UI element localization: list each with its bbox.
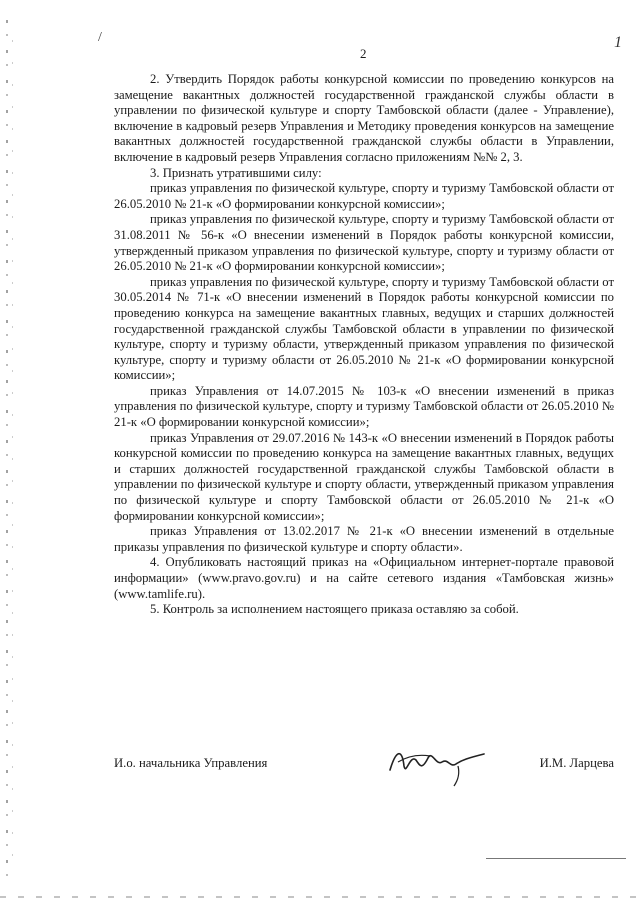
paragraph-item-3: 3. Признать утратившими силу: [150,165,322,180]
paragraph-item-4: 4. Опубликовать настоящий приказ на «Официальном интернет-портале правовой информации» (www.pravo.gov.ru) и на сайте сетевого издания «Тамбовская жизнь» (www.tamlife.ru). [114,555,614,601]
paragraph-item-2: 2. Утвердить Порядок работы конкурсной комиссии по проведению конкурсов на замещение вакантных должностей государственной гражданской службы области в управлении по физической культуре и спорту Тамбовской области (далее - Управление), включение в кадровый резерв Управления и Методику проведения конкурсов на замещение вакантных должностей государственной гражданской службы области в Управлении, включение в кадровый резерв Управления согласно приложениям №№ 2, 3. [114,72,614,164]
signatory-title: И.о. начальника Управления [114,756,268,770]
repealed-order: приказ управления по физической культуре, спорту и туризму Тамбовской области от 31.08.2011 № 56-к «О внесении изменений в Порядок работы конкурсной комиссии, утвержденный приказом управления по физической культуре, спорту и туризму области от 26.05.2010 № 21-к «О формировании конкурсной комиссии»; [114,212,614,274]
signatory-name: И.М. Ларцева [539,756,614,770]
document-body [114,72,614,618]
page-number: 2 [360,46,367,61]
scan-edge-artifact-inner [12,40,13,860]
scan-bottom-edge [0,896,640,898]
repealed-order: приказ Управления от 13.02.2017 № 21-к «О внесении изменений в отдельные приказы управления по физической культуре и спорту области». [114,524,614,554]
repealed-order: приказ Управления от 14.07.2015 № 103-к «О внесении изменений в приказ управления по физической культуре, спорту и туризму Тамбовской области от 26.05.2010 № 21-к «О формировании конкурсной комиссии»; [114,383,614,430]
corner-handwritten-number: 1 [614,34,622,51]
scan-line-artifact [486,858,626,859]
pen-mark: / [98,30,102,45]
repealed-order: приказ управления по физической культуре, спорту и туризму Тамбовской области от 26.05.2010 № 21-к «О формировании конкурсной комиссии»; [114,181,614,211]
repealed-order: приказ Управления от 29.07.2016 № 143-к «О внесении изменений в Порядок работы конкурсной комиссии по проведению конкурса на замещение вакантных главных, ведущих и старших должностей государственной гражданской службы Тамбовской области в управлении по физической культуре и спорту области, утвержденный приказом управления по физической культуре и спорту Тамбовской области от 26.05.2010 № 21-к «О формировании конкурсной комиссии»; [114,430,614,523]
repealed-order: приказ управления по физической культуре, спорту и туризму Тамбовской области от 30.05.2014 № 71-к «О внесении изменений в Порядок работы конкурсной комиссии по проведению конкурса на замещение вакантных главных, ведущих и старших должностей государственной гражданской службы Тамбовской области в управлении по физической культуре, спорту и туризму области, утвержденный приказом управления по физической культуре, спорту и туризму области от 26.05.2010 № 21-к «О формировании конкурсной комиссии»; [114,274,614,383]
handwritten-signature-icon [384,740,494,788]
signature-block [114,752,614,792]
scan-edge-artifact [6,20,8,890]
paragraph-item-5: 5. Контроль за исполнением настоящего приказа оставляю за собой. [150,602,519,617]
